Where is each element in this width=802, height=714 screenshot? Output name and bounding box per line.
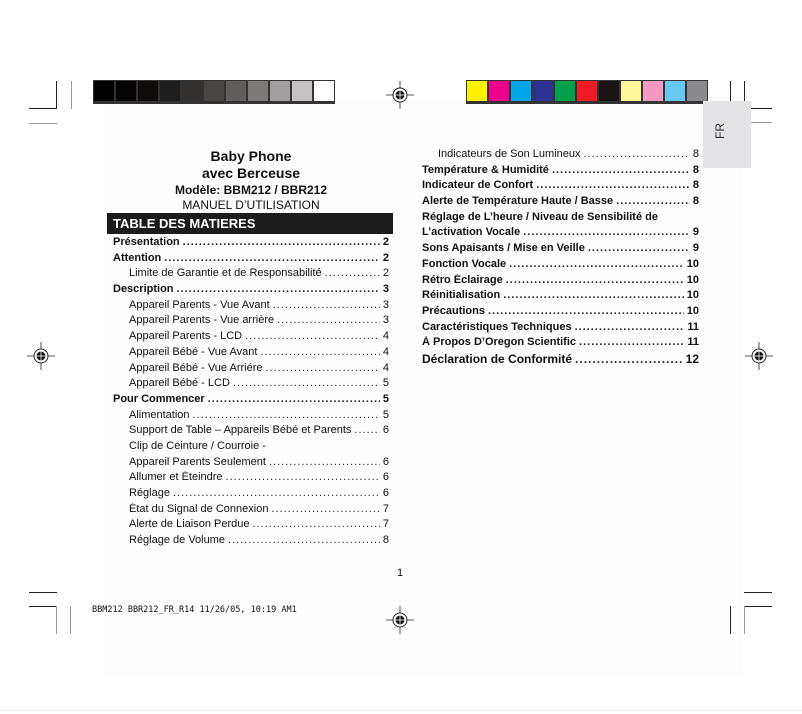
toc-entry-page: 3 <box>382 298 389 311</box>
toc-leader-dots <box>579 336 684 348</box>
toc-entry[interactable] <box>113 330 389 346</box>
toc-entry-page: 10 <box>686 289 699 302</box>
crop-mark <box>70 606 71 634</box>
toc-entry-page: 6 <box>382 471 389 484</box>
toc-entry[interactable] <box>422 211 699 227</box>
toc-entry-label: Appareil Bébé - LCD <box>129 377 230 390</box>
color-swatch <box>467 81 487 101</box>
toc-entry[interactable] <box>113 503 389 519</box>
toc-entry[interactable] <box>113 487 389 503</box>
color-swatch <box>533 81 553 101</box>
toc-entry-label: Déclaration de Conformité <box>422 351 573 366</box>
toc-leader-dots <box>506 274 684 286</box>
toc-entry-page: 2 <box>382 267 389 280</box>
toc-leader-dots <box>325 267 380 279</box>
toc-leader-dots <box>173 487 380 499</box>
crop-mark <box>744 592 772 593</box>
toc-entry[interactable] <box>422 164 699 180</box>
toc-entry-page: 8 <box>692 148 699 160</box>
color-swatch <box>621 81 641 101</box>
toc-entry[interactable] <box>113 409 389 425</box>
toc-entry-page: 9 <box>692 242 699 255</box>
color-swatch <box>489 81 509 101</box>
toc-leader-dots <box>583 148 689 160</box>
crop-mark <box>29 123 57 124</box>
crop-mark <box>744 606 745 634</box>
toc-leader-dots <box>252 518 379 530</box>
toc-leader-dots <box>536 179 690 191</box>
toc-leader-dots <box>226 471 380 483</box>
toc-entry-label: Limite de Garantie et de Responsabilité <box>129 267 322 280</box>
crop-mark <box>56 81 57 109</box>
toc-leader-dots <box>245 330 380 342</box>
toc-entry-page: 7 <box>382 502 389 515</box>
toc-entry[interactable] <box>422 148 699 164</box>
color-swatch <box>665 81 685 101</box>
toc-leader-dots <box>208 393 380 405</box>
page-number: 1 <box>397 567 404 579</box>
toc-entry-label: L’activation Vocale <box>422 226 521 239</box>
toc-entry[interactable] <box>422 289 699 305</box>
toc-entry-label: Alerte de Température Haute / Basse <box>422 195 614 208</box>
toc-entry[interactable] <box>113 518 389 534</box>
crop-mark <box>29 592 57 593</box>
bottom-border <box>0 710 802 711</box>
toc-entry-page: 2 <box>382 236 389 248</box>
toc-entry-label: Précautions <box>422 304 485 317</box>
toc-leader-dots <box>277 314 380 326</box>
toc-right-column <box>422 148 699 368</box>
print-slug: BBM212 BBR212_FR_R14 11/26/05, 10:19 AM1 <box>92 605 297 615</box>
toc-leader-dots <box>177 283 380 295</box>
toc-entry-page: 9 <box>692 226 699 239</box>
toc-entry[interactable] <box>113 267 389 283</box>
toc-entry[interactable] <box>422 242 699 258</box>
manual-subtitle: MANUEL D’UTILISATION <box>182 198 320 212</box>
toc-leader-dots <box>273 299 380 311</box>
toc-entry-label: Clip de Ceinture / Courroie - <box>129 439 266 452</box>
color-swatch <box>314 81 334 101</box>
toc-entry[interactable] <box>422 321 699 337</box>
toc-entry-label: Appareil Parents - Vue arrière <box>129 314 275 327</box>
color-swatch <box>116 81 136 101</box>
crop-mark <box>29 606 57 607</box>
toc-entry[interactable] <box>113 283 389 299</box>
toc-entry[interactable] <box>113 393 389 409</box>
toc-entry-label: Réglage <box>129 487 170 499</box>
toc-entry[interactable] <box>422 352 699 368</box>
toc-entry-page: 11 <box>687 336 699 349</box>
toc-entry-page: 4 <box>382 330 389 343</box>
toc-entry[interactable] <box>422 336 699 352</box>
crop-mark <box>71 81 72 109</box>
color-swatch <box>248 81 268 101</box>
toc-entry-page: 10 <box>686 257 699 270</box>
toc-leader-dots <box>228 534 380 546</box>
toc-entry-page: 6 <box>382 424 389 437</box>
toc-leader-dots <box>588 242 690 254</box>
toc-entry-label: Alimentation <box>129 408 190 421</box>
toc-entry-page: 2 <box>382 251 389 264</box>
toc-leader-dots <box>260 346 379 358</box>
crop-mark <box>730 606 731 634</box>
toc-entry-page: 8 <box>692 195 699 208</box>
toc-entry[interactable] <box>422 258 699 274</box>
toc-entry-page: 11 <box>687 320 699 333</box>
toc-entry-label: Caractéristiques Techniques <box>422 320 572 333</box>
toc-entry[interactable] <box>113 456 389 472</box>
toc-entry[interactable] <box>113 236 389 252</box>
toc-entry-label: Appareil Parents Seulement <box>129 455 266 468</box>
toc-entry-label: Réglage de Volume <box>129 534 226 547</box>
color-swatch <box>511 81 531 101</box>
color-swatch <box>577 81 597 101</box>
toc-entry-page: 5 <box>382 408 389 421</box>
toc-entry-label: Température & Humidité <box>422 163 549 176</box>
toc-entry-label: État du Signal de Connexion <box>129 502 269 515</box>
toc-entry-page: 4 <box>382 361 389 374</box>
toc-leader-dots <box>616 195 690 207</box>
toc-entry-label: Réinitialisation <box>422 289 501 302</box>
color-swatch <box>94 81 114 101</box>
toc-entry[interactable] <box>113 252 389 268</box>
crop-mark <box>744 606 772 607</box>
color-swatch <box>292 81 312 101</box>
toc-entry-label: À Propos D’Oregon Scientific <box>422 336 577 349</box>
toc-entry-page: 7 <box>382 518 389 531</box>
toc-entry-label: Fonction Vocale <box>422 257 507 270</box>
toc-leader-dots <box>552 164 690 176</box>
color-swatch <box>204 81 224 101</box>
title-line-2: avec Berceuse <box>201 165 301 181</box>
language-tab-label: FR <box>713 123 727 139</box>
toc-entry[interactable] <box>113 299 389 315</box>
toc-entry-label: Appareil Bébé - Vue Arriére <box>129 361 263 374</box>
color-calibration-bar <box>466 80 708 104</box>
toc-entry-page: 3 <box>382 314 389 327</box>
color-swatch <box>270 81 290 101</box>
toc-entry-label: Indicateurs de Son Lumineux <box>438 148 581 160</box>
toc-entry[interactable] <box>113 314 389 330</box>
toc-entry-label: Rétro Éclairage <box>422 273 503 286</box>
toc-entry-page: 8 <box>692 179 699 192</box>
toc-entry[interactable] <box>422 274 699 290</box>
toc-leader-dots <box>523 226 690 238</box>
registration-mark-icon <box>386 81 414 109</box>
crop-mark <box>29 108 57 109</box>
registration-mark-icon <box>386 606 414 634</box>
toc-entry-page: 8 <box>692 163 699 176</box>
toc-entry[interactable] <box>422 195 699 211</box>
toc-entry[interactable] <box>422 179 699 195</box>
toc-entry[interactable] <box>422 226 699 242</box>
toc-leader-dots <box>575 352 683 366</box>
toc-entry-page: 5 <box>382 377 389 390</box>
toc-leader-dots <box>183 236 380 248</box>
color-swatch <box>687 81 707 101</box>
toc-header: TABLE DES MATIERES <box>107 213 393 234</box>
document-title <box>140 148 362 213</box>
toc-entry-page: 12 <box>685 351 699 366</box>
toc-leader-dots <box>233 377 380 389</box>
color-swatch <box>138 81 158 101</box>
toc-entry[interactable] <box>113 534 389 550</box>
toc-leader-dots <box>269 456 380 468</box>
toc-leader-dots <box>354 424 379 436</box>
color-swatch <box>555 81 575 101</box>
language-tab <box>703 101 751 168</box>
toc-leader-dots <box>509 258 684 270</box>
toc-entry-label: Sons Apaisants / Mise en Veille <box>422 242 585 255</box>
toc-entry-label: Allumer et Éteindre <box>129 471 223 484</box>
toc-leader-dots <box>271 503 379 515</box>
toc-entry[interactable] <box>422 305 699 321</box>
toc-entry-page: 10 <box>686 273 699 286</box>
toc-entry-page: 8 <box>382 534 389 547</box>
crop-mark <box>56 606 57 634</box>
toc-entry-label: Appareil Bébé - Vue Avant <box>129 345 258 358</box>
toc-entry-page: 6 <box>382 455 389 468</box>
toc-entry[interactable] <box>113 362 389 378</box>
toc-entry-page: 4 <box>382 345 389 358</box>
toc-entry-label: Présentation <box>113 236 180 248</box>
color-swatch <box>182 81 202 101</box>
toc-entry[interactable] <box>113 377 389 393</box>
toc-entry-label: Alerte de Liaison Perdue <box>129 518 250 531</box>
toc-entry-label: Indicateur de Confort <box>422 179 534 192</box>
color-swatch <box>160 81 180 101</box>
registration-mark-icon <box>745 342 773 370</box>
toc-leader-dots <box>164 252 380 264</box>
model-line: Modèle: BBM212 / BBR212 <box>174 183 328 197</box>
toc-left-column <box>113 236 389 550</box>
toc-entry-label: Réglage de L’heure / Niveau de Sensibilité de <box>422 210 658 223</box>
toc-entry[interactable] <box>113 424 389 440</box>
registration-mark-icon <box>27 342 55 370</box>
toc-entry-page: 3 <box>382 283 389 296</box>
toc-entry[interactable] <box>113 471 389 487</box>
toc-leader-dots <box>488 305 684 317</box>
toc-entry-label: Appareil Parents - Vue Avant <box>129 298 270 311</box>
toc-entry-label: Description <box>113 283 174 296</box>
toc-leader-dots <box>503 289 684 301</box>
toc-leader-dots <box>575 321 685 333</box>
toc-leader-dots <box>266 362 380 374</box>
toc-entry[interactable] <box>113 346 389 362</box>
toc-entry-page: 10 <box>686 304 699 317</box>
toc-entry-label: Support de Table – Appareils Bébé et Parents <box>129 424 352 437</box>
title-line-1: Baby Phone <box>210 148 292 164</box>
toc-entry-label: Pour Commencer <box>113 392 205 405</box>
grayscale-calibration-bar <box>93 80 335 104</box>
toc-entry-label: Appareil Parents - LCD <box>129 330 243 343</box>
toc-leader-dots <box>193 409 380 421</box>
color-swatch <box>226 81 246 101</box>
color-swatch <box>599 81 619 101</box>
toc-entry-label: Attention <box>113 251 162 264</box>
color-swatch <box>643 81 663 101</box>
toc-entry[interactable] <box>113 440 389 456</box>
toc-entry-page: 6 <box>382 487 389 499</box>
toc-entry-page: 5 <box>382 392 389 405</box>
